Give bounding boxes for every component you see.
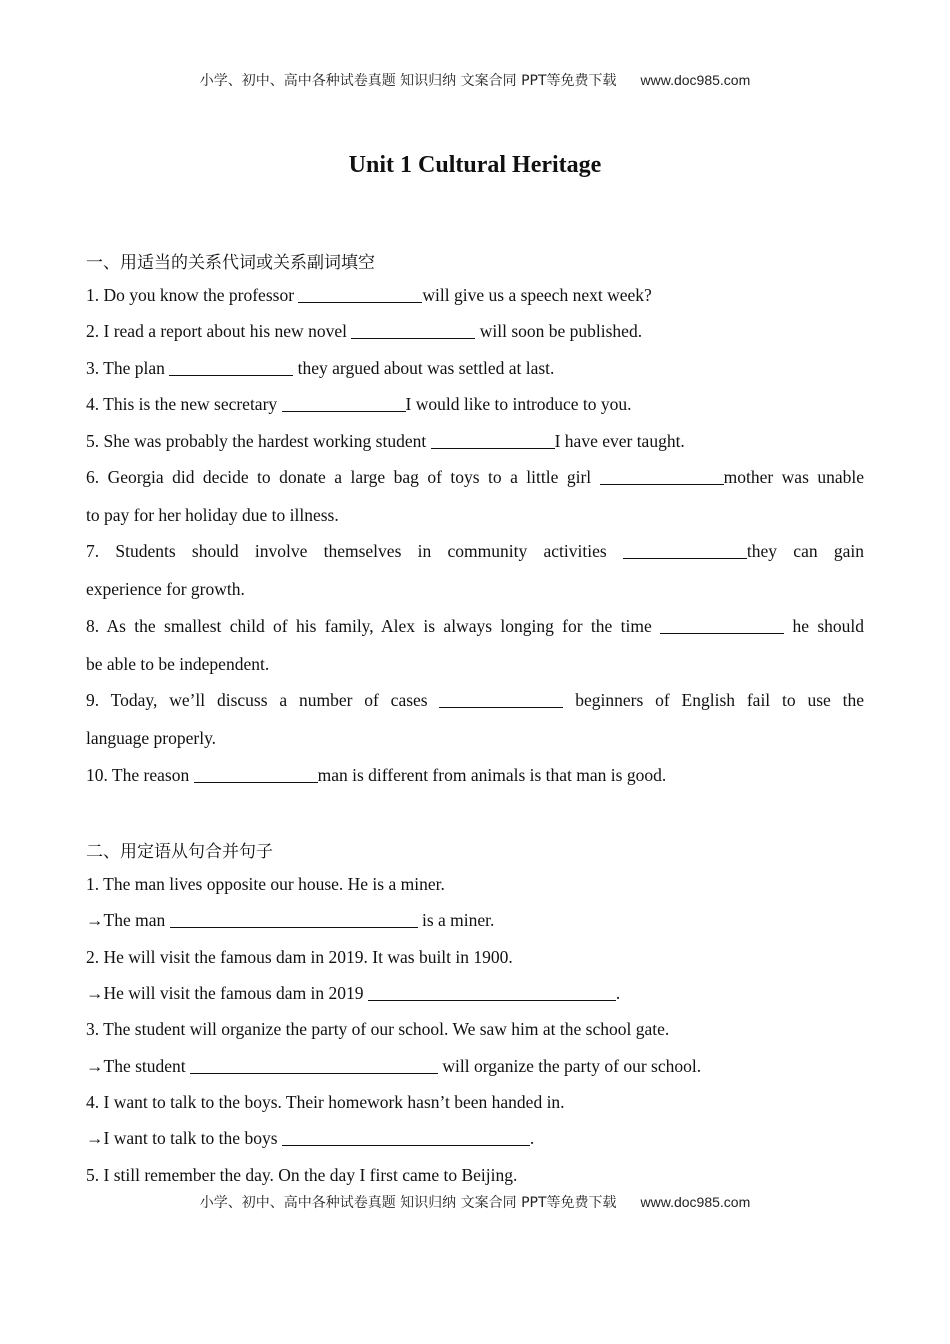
question-2: 2. I read a report about his new novel will soon be published. [86,321,643,341]
question-9: 9. Today, we’ll discuss a number of cases beginners of English fail to use the [86,690,864,710]
combine-answer-1: →The man is a miner. [86,910,495,930]
question-1: 1. Do you know the professor will give us a speech next week? [86,285,652,305]
combine-answer-4: →I want to talk to the boys . [86,1128,535,1148]
question-9-cont: language properly. [86,728,217,748]
answer-blank[interactable] [190,1056,438,1074]
answer-blank[interactable] [282,1128,530,1146]
combine-answer-2: →He will visit the famous dam in 2019 . [86,983,621,1003]
blank[interactable] [439,690,563,708]
section2-heading: 二、用定语从句合并句子 [86,842,273,862]
page-footer [0,1192,950,1212]
blank[interactable] [660,616,784,634]
page-title: Unit 1 Cultural Heritage [348,152,602,178]
question-6: 6. Georgia did decide to donate a large bag of toys to a little girl mother was unable [86,467,864,487]
combine-answer-3: →The student will organize the party of our school. [86,1056,702,1076]
answer-blank[interactable] [368,983,616,1001]
combine-question-4: 4. I want to talk to the boys. Their homework hasn’t been handed in. [86,1092,565,1112]
blank[interactable] [169,358,293,376]
question-6-cont: to pay for her holiday due to illness. [86,505,339,525]
answer-blank[interactable] [170,910,418,928]
blank[interactable] [600,467,724,485]
footer-site[interactable]: www.doc985.com [640,1194,751,1210]
blank[interactable] [282,394,406,412]
question-7: 7. Students should involve themselves in community activities they can gain [86,541,864,561]
blank[interactable] [298,285,422,303]
question-4: 4. This is the new secretary I would like to introduce to you. [86,394,632,414]
page-header-top [0,70,950,90]
combine-question-3: 3. The student will organize the party of our school. We saw him at the school gate. [86,1019,670,1039]
header-site[interactable]: www.doc985.com [640,72,751,88]
question-8: 8. As the smallest child of his family, Alex is always longing for the time he should [86,616,864,636]
blank[interactable] [431,431,555,449]
question-10: 10. The reason man is different from animals is that man is good. [86,765,667,785]
question-5: 5. She was probably the hardest working student I have ever taught. [86,431,685,451]
question-8-cont: be able to be independent. [86,654,270,674]
combine-question-5: 5. I still remember the day. On the day I first came to Beijing. [86,1165,518,1185]
blank[interactable] [623,541,747,559]
blank[interactable] [351,321,475,339]
section1-heading: 一、用适当的关系代词或关系副词填空 [86,253,375,273]
blank[interactable] [194,765,318,783]
header-text: 小学、初中、高中各种试卷真题 知识归纳 文案合同 PPT等免费下载 [199,73,617,89]
question-7-cont: experience for growth. [86,579,245,599]
combine-question-2: 2. He will visit the famous dam in 2019. It was built in 1900. [86,947,513,967]
question-3: 3. The plan they argued about was settled at last. [86,358,555,378]
combine-question-1: 1. The man lives opposite our house. He is a miner. [86,874,445,894]
footer-text: 小学、初中、高中各种试卷真题 知识归纳 文案合同 PPT等免费下载 [199,1195,617,1211]
